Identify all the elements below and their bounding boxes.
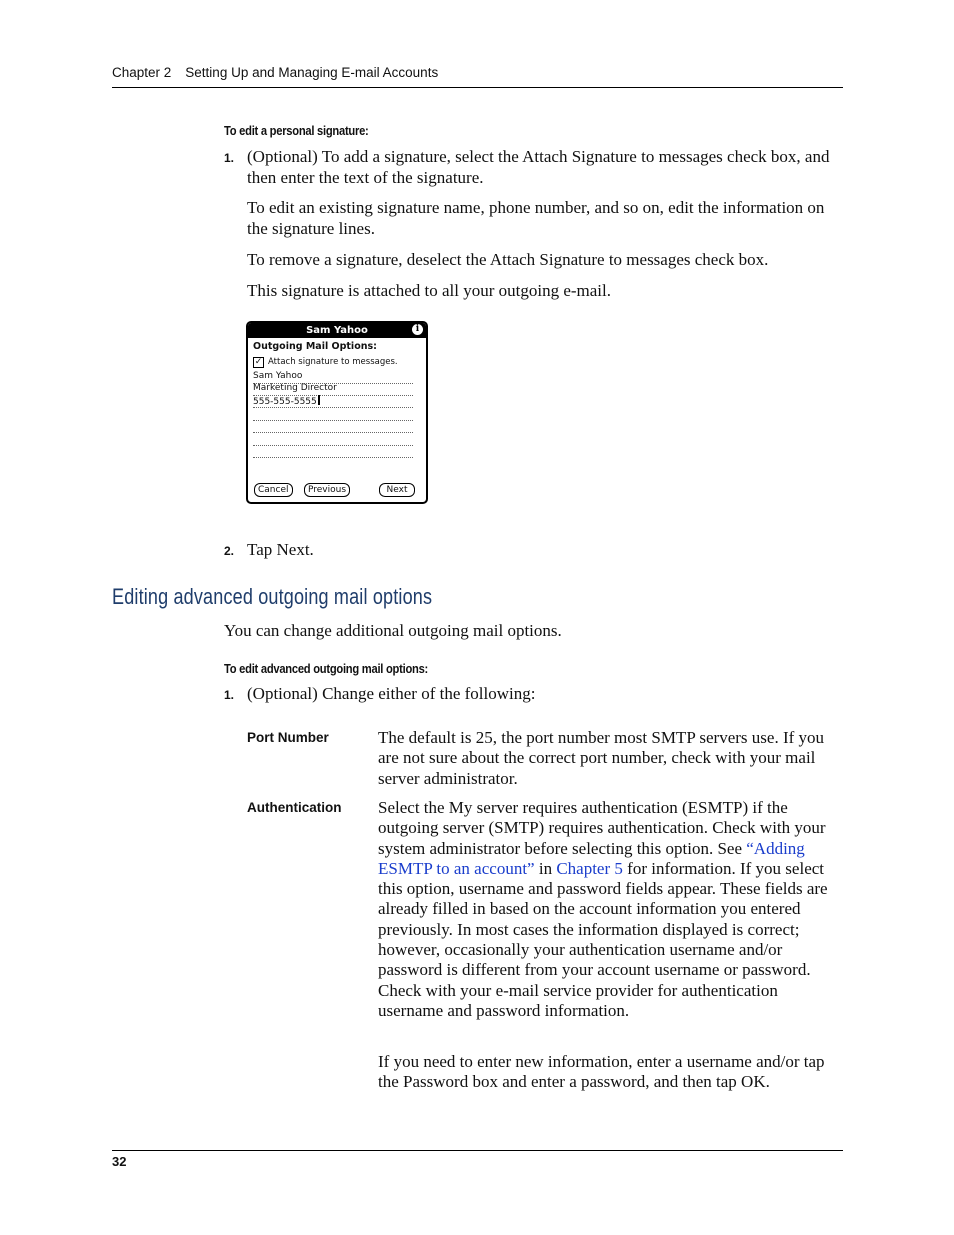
signature-line[interactable] — [253, 445, 413, 458]
auth-in: in — [538, 858, 553, 878]
page-number: 32 — [112, 1154, 127, 1169]
attach-signature-checkbox[interactable]: ✓ — [254, 357, 263, 367]
step2-text: Tap Next. — [247, 540, 314, 559]
chapter-title: Setting Up and Managing E-mail Accounts — [185, 65, 439, 80]
text-cursor — [318, 395, 320, 405]
step-number: 1. — [224, 688, 235, 702]
signature-line[interactable] — [253, 395, 413, 408]
next-button[interactable]: Next — [379, 483, 415, 497]
auth-text-b: for information. If you select this option, username and password fields appear. These fields are already filled in based on the account information you entered previously. In most cases the information displayed is correct; however, occasionally your authentication username and/or password is different from your account username or password. Check with your e-mail service provider for authentication username and password information. — [378, 858, 828, 1020]
cancel-button[interactable]: Cancel — [254, 483, 293, 497]
paragraph-remove-signature: To remove a signature, deselect the Attach Signature to messages check box. — [247, 250, 769, 269]
palm-title-bar — [248, 323, 426, 338]
procedure-title-signature: To edit a personal signature: — [224, 123, 369, 138]
attach-signature-label: Attach signature to messages. — [268, 357, 398, 367]
step1-advanced-text: (Optional) Change either of the following: — [247, 684, 536, 703]
previous-button[interactable]: Previous — [304, 483, 350, 497]
chapter-label: Chapter 2 — [112, 65, 172, 80]
section-heading: Editing advanced outgoing mail options — [112, 584, 433, 609]
link-chapter-5[interactable]: Chapter 5 — [556, 858, 623, 878]
auth-see: See — [717, 838, 743, 858]
section-intro: You can change additional outgoing mail options. — [224, 621, 562, 640]
info-icon[interactable]: i — [412, 324, 423, 335]
step-number: 2. — [224, 544, 235, 558]
palm-screenshot — [246, 321, 428, 504]
footer-rule — [112, 1150, 843, 1151]
palm-heading: Outgoing Mail Options: — [253, 341, 377, 352]
definition-authentication-more: If you need to enter new information, enter a username and/or tap the Password box and enter a password, and then tap OK. — [378, 1052, 825, 1092]
term-port-number: Port Number — [247, 730, 329, 745]
procedure-title-advanced: To edit advanced outgoing mail options: — [224, 661, 429, 676]
signature-line[interactable] — [253, 420, 413, 433]
auth-text-a: Select the My server requires authentication (ESMTP) if the outgoing server (SMTP) requires authentication. Check with your system administrator before selecting this option. — [378, 798, 826, 858]
definition-port-number: The default is 25, the port number most SMTP servers use. If you are not sure about the correct port number, check with your mail server administrator. — [378, 728, 825, 788]
term-authentication: Authentication — [247, 800, 342, 815]
signature-line-text: 555-555-5555 — [253, 397, 317, 407]
step-number: 1. — [224, 151, 235, 165]
running-header — [112, 65, 438, 80]
link-adding-esmtp[interactable]: “Adding ESMTP to an account” — [378, 838, 805, 878]
header-rule — [112, 87, 843, 88]
step1-text: (Optional) To add a signature, select the Attach Signature to messages check box, and then enter the text of the signature. — [247, 147, 830, 187]
definition-authentication — [378, 798, 834, 1021]
paragraph-signature-attached: This signature is attached to all your outgoing e-mail. — [247, 281, 611, 300]
palm-title: Sam Yahoo — [306, 325, 368, 336]
signature-line[interactable]: Sam Yahoo — [253, 371, 413, 384]
signature-line[interactable]: Marketing Director — [253, 383, 413, 396]
paragraph-edit-signature: To edit an existing signature name, phone number, and so on, edit the information on the signature lines. — [247, 198, 825, 238]
